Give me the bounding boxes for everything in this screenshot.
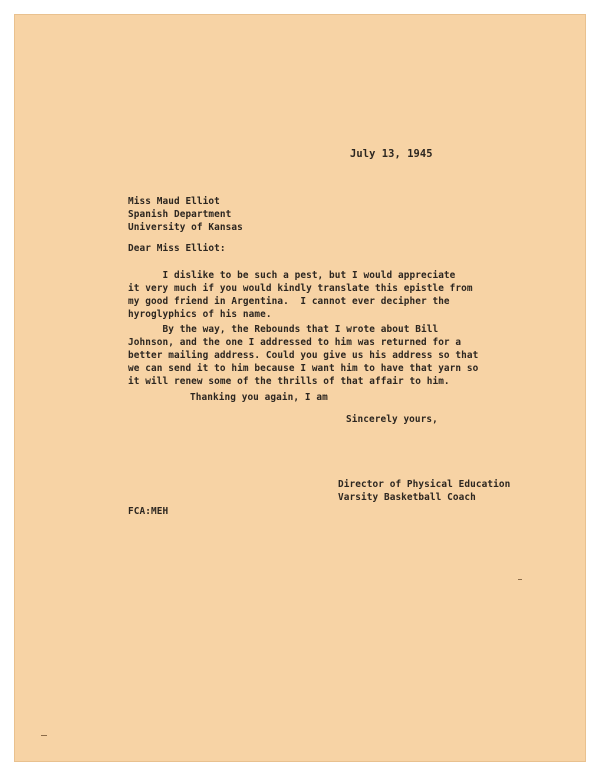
- recipient-institution: University of Kansas: [128, 222, 243, 233]
- letter-page: [14, 14, 586, 762]
- paragraph-line: my good friend in Argentina. I cannot ever decipher the: [128, 296, 450, 307]
- letter-date: July 13, 1945: [350, 148, 433, 160]
- thanks-line: Thanking you again, I am: [190, 392, 328, 403]
- paragraph-line: hyroglyphics of his name.: [128, 309, 272, 320]
- recipient-name: Miss Maud Elliot: [128, 196, 220, 207]
- paper-speck: [41, 735, 47, 736]
- reference-initials: FCA:MEH: [128, 506, 169, 517]
- closing: Sincerely yours,: [346, 414, 438, 425]
- body-paragraph-1: [128, 269, 473, 321]
- signature-title-2: Varsity Basketball Coach: [338, 492, 476, 503]
- paragraph-line: it very much if you would kindly translate this epistle from: [128, 283, 473, 294]
- salutation: Dear Miss Elliot:: [128, 243, 226, 254]
- paragraph-line: better mailing address. Could you give us his address so that: [128, 350, 479, 361]
- paragraph-line: I dislike to be such a pest, but I would appreciate: [128, 270, 456, 281]
- signature-block: [338, 478, 510, 504]
- paragraph-line: it will renew some of the thrills of that affair to him.: [128, 376, 450, 387]
- paragraph-line: we can send it to him because I want him to have that yarn so: [128, 363, 479, 374]
- recipient-department: Spanish Department: [128, 209, 232, 220]
- paragraph-line: Johnson, and the one I addressed to him was returned for a: [128, 337, 462, 348]
- recipient-address: [128, 195, 243, 234]
- paragraph-line: By the way, the Rebounds that I wrote about Bill: [128, 324, 439, 335]
- body-paragraph-2: [128, 323, 478, 388]
- paper-speck: [518, 579, 522, 580]
- signature-title-1: Director of Physical Education: [338, 479, 511, 490]
